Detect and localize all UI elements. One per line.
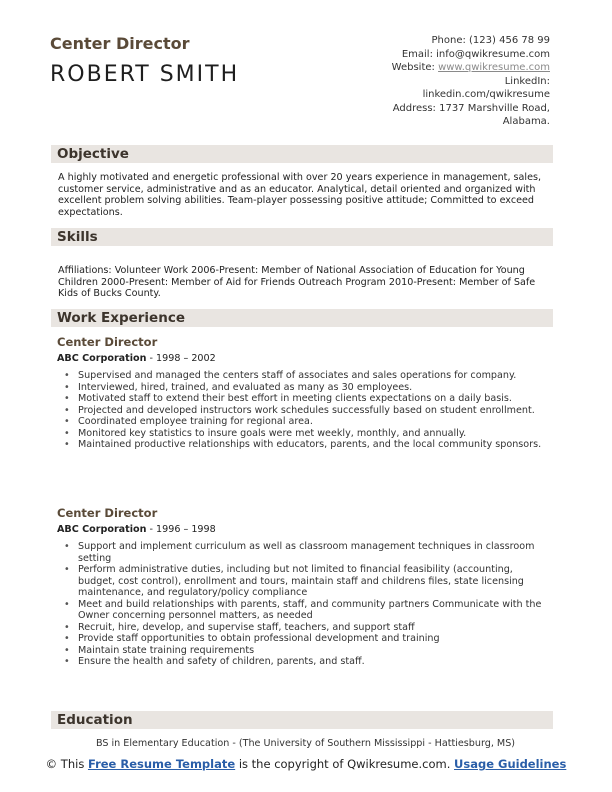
experience-section-header	[51, 309, 553, 327]
job-bullet: • Support and implement curriculum as well as classroom management techniques in classroom setting	[64, 541, 544, 564]
objective-text: A highly motivated and energetic professional with over 20 years experience in management, sales, customer service, administrative and as an educator. Analytical, detail oriented and organized with excellent problem solving abilities. Team-player possessing positive attitude; Committed to exceed expectations.	[58, 172, 542, 218]
job-title: Center Director	[57, 506, 158, 520]
job-bullet: • Motivated staff to extend their best effort in meeting clients expectations on a daily basis.	[64, 393, 544, 405]
footer-prefix: © This	[45, 757, 88, 771]
job-title: Center Director	[57, 335, 158, 349]
job-bullet: • Maintain state training requirements	[64, 645, 544, 657]
job-bullet: • Projected and developed instructors work schedules successfully based on student enrollment.	[64, 405, 544, 417]
job-bullet: • Maintained productive relationships with educators, parents, and the local community sponsors.	[64, 439, 544, 451]
job-bullet: • Ensure the health and safety of children, parents, and staff.	[64, 656, 544, 668]
job-company	[57, 524, 216, 535]
skills-section-header	[51, 228, 553, 246]
objective-section-header	[51, 145, 553, 163]
company-name: ABC Corporation	[57, 524, 147, 535]
free-resume-template-link[interactable]: Free Resume Template	[87, 757, 236, 771]
contact-linkedin-label: LinkedIn:	[504, 75, 550, 87]
job-dates: - 1998 – 2002	[146, 353, 216, 364]
contact-email: Email: info@qwikresume.com	[401, 48, 550, 60]
header-job-title: Center Director	[50, 34, 190, 53]
company-name: ABC Corporation	[57, 353, 147, 364]
candidate-name: ROBERT SMITH	[50, 62, 240, 87]
job-bullet: • Meet and build relationships with parents, staff, and community partners Communicate with the Owner concerning personnel matters, as needed	[64, 599, 544, 622]
usage-guidelines-link[interactable]: Usage Guidelines	[454, 757, 567, 771]
contact-linkedin-value: linkedin.com/qwikresume	[422, 89, 550, 100]
job-bullet: • Coordinated employee training for regional area.	[64, 416, 544, 428]
education-title: Education	[57, 712, 133, 728]
job-bullet: • Interviewed, hired, trained, and evaluated as many as 30 employees.	[64, 382, 544, 394]
education-entry: BS in Elementary Education - (The University of Southern Mississippi - Hattiesburg, MS)	[95, 738, 516, 749]
footer-middle: is the copyright of Qwikresume.com.	[235, 757, 455, 771]
copyright-footer	[0, 757, 612, 771]
contact-block	[392, 34, 550, 129]
job-bullet: • Perform administrative duties, including but not limited to financial feasibility (accounting, budget, cost control), enrollment and tours, maintain staff and childrens files, state licensing maintenance, and regulatory/policy compliance	[64, 564, 544, 599]
job-bullet: • Supervised and managed the centers staff of associates and sales operations for company.	[64, 370, 544, 382]
job-bullet: • Recruit, hire, develop, and supervise staff, teachers, and support staff	[64, 622, 544, 634]
experience-title: Work Experience	[57, 310, 185, 326]
job-bullets	[64, 370, 544, 451]
contact-address-line2: Alabama.	[502, 116, 550, 127]
website-label: Website:	[391, 62, 439, 73]
contact-phone: Phone: (123) 456 78 99	[431, 35, 550, 46]
job-bullets	[64, 541, 544, 668]
skills-text: Affiliations: Volunteer Work 2006-Present: Member of National Association of Education for Young Children 2000-Present: Member of Aid for Friends Outreach Program 2010-Present: Member of Safe Kids of Bucks County.	[58, 265, 536, 299]
job-company	[57, 353, 216, 364]
job-bullet: • Provide staff opportunities to obtain professional development and training	[64, 633, 544, 645]
skills-title: Skills	[57, 229, 98, 245]
job-dates: - 1996 – 1998	[146, 524, 216, 535]
job-bullet: • Monitored key statistics to insure goals were met weekly, monthly, and annually.	[64, 428, 544, 440]
education-section-header	[51, 711, 553, 729]
contact-website	[392, 61, 550, 75]
objective-title: Objective	[57, 146, 129, 162]
contact-address-line1: Address: 1737 Marshville Road,	[392, 102, 550, 114]
website-link[interactable]: www.qwikresume.com	[438, 62, 550, 73]
